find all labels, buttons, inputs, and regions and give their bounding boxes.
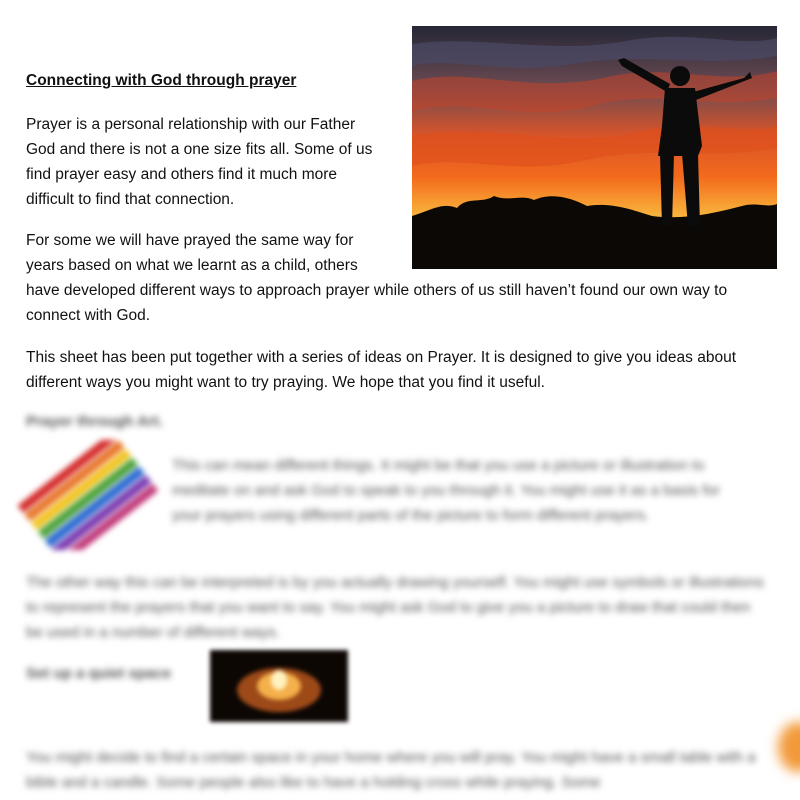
partial-image-edge bbox=[778, 722, 800, 772]
intro-paragraph: Prayer is a personal relationship with our Father God and there is not a one size fits all. Some of us find prayer easy and others find it much more difficult to find that connection. bbox=[26, 116, 373, 208]
habits-continuation: have developed different ways to approach prayer while others of us still haven’t found our own way to connect with God. bbox=[26, 282, 728, 324]
document-title: Connecting with God through prayer bbox=[26, 72, 297, 89]
quiet-space-heading: Set up a quiet space bbox=[26, 665, 172, 682]
colored-pencils-image bbox=[16, 440, 161, 550]
sunset-silhouette-image bbox=[412, 26, 777, 269]
candle-image bbox=[210, 650, 348, 722]
art-drawing-text: The other way this can be interpreted is by you actually drawing yourself. You might use symbols or illustrations to represent the prayers that you want to say. You might ask God to give you a picture to draw that could then be used in a number of different ways. bbox=[26, 574, 764, 641]
habits-line-2: years based on what we learnt as a child, others bbox=[26, 257, 358, 274]
art-section-heading: Prayer through Art. bbox=[26, 413, 163, 430]
habits-line-1: For some we will have prayed the same way for bbox=[26, 232, 354, 249]
art-section-text: This can mean different things. It might be that you use a picture or illustration to meditate on and ask God to speak to you through it. You might use it as a basis for your prayers using different parts of the picture to form different prayers. bbox=[172, 457, 720, 524]
sheet-purpose-paragraph: This sheet has been put together with a series of ideas on Prayer. It is designed to give you ideas about different ways you might want to try praying. We hope that you find it useful. bbox=[26, 349, 736, 391]
quiet-space-text: You might decide to find a certain space in your home where you will pray. You might have a small table with a bible and a candle. Some people also like to have a holding cross while praying. Some bbox=[26, 749, 756, 791]
